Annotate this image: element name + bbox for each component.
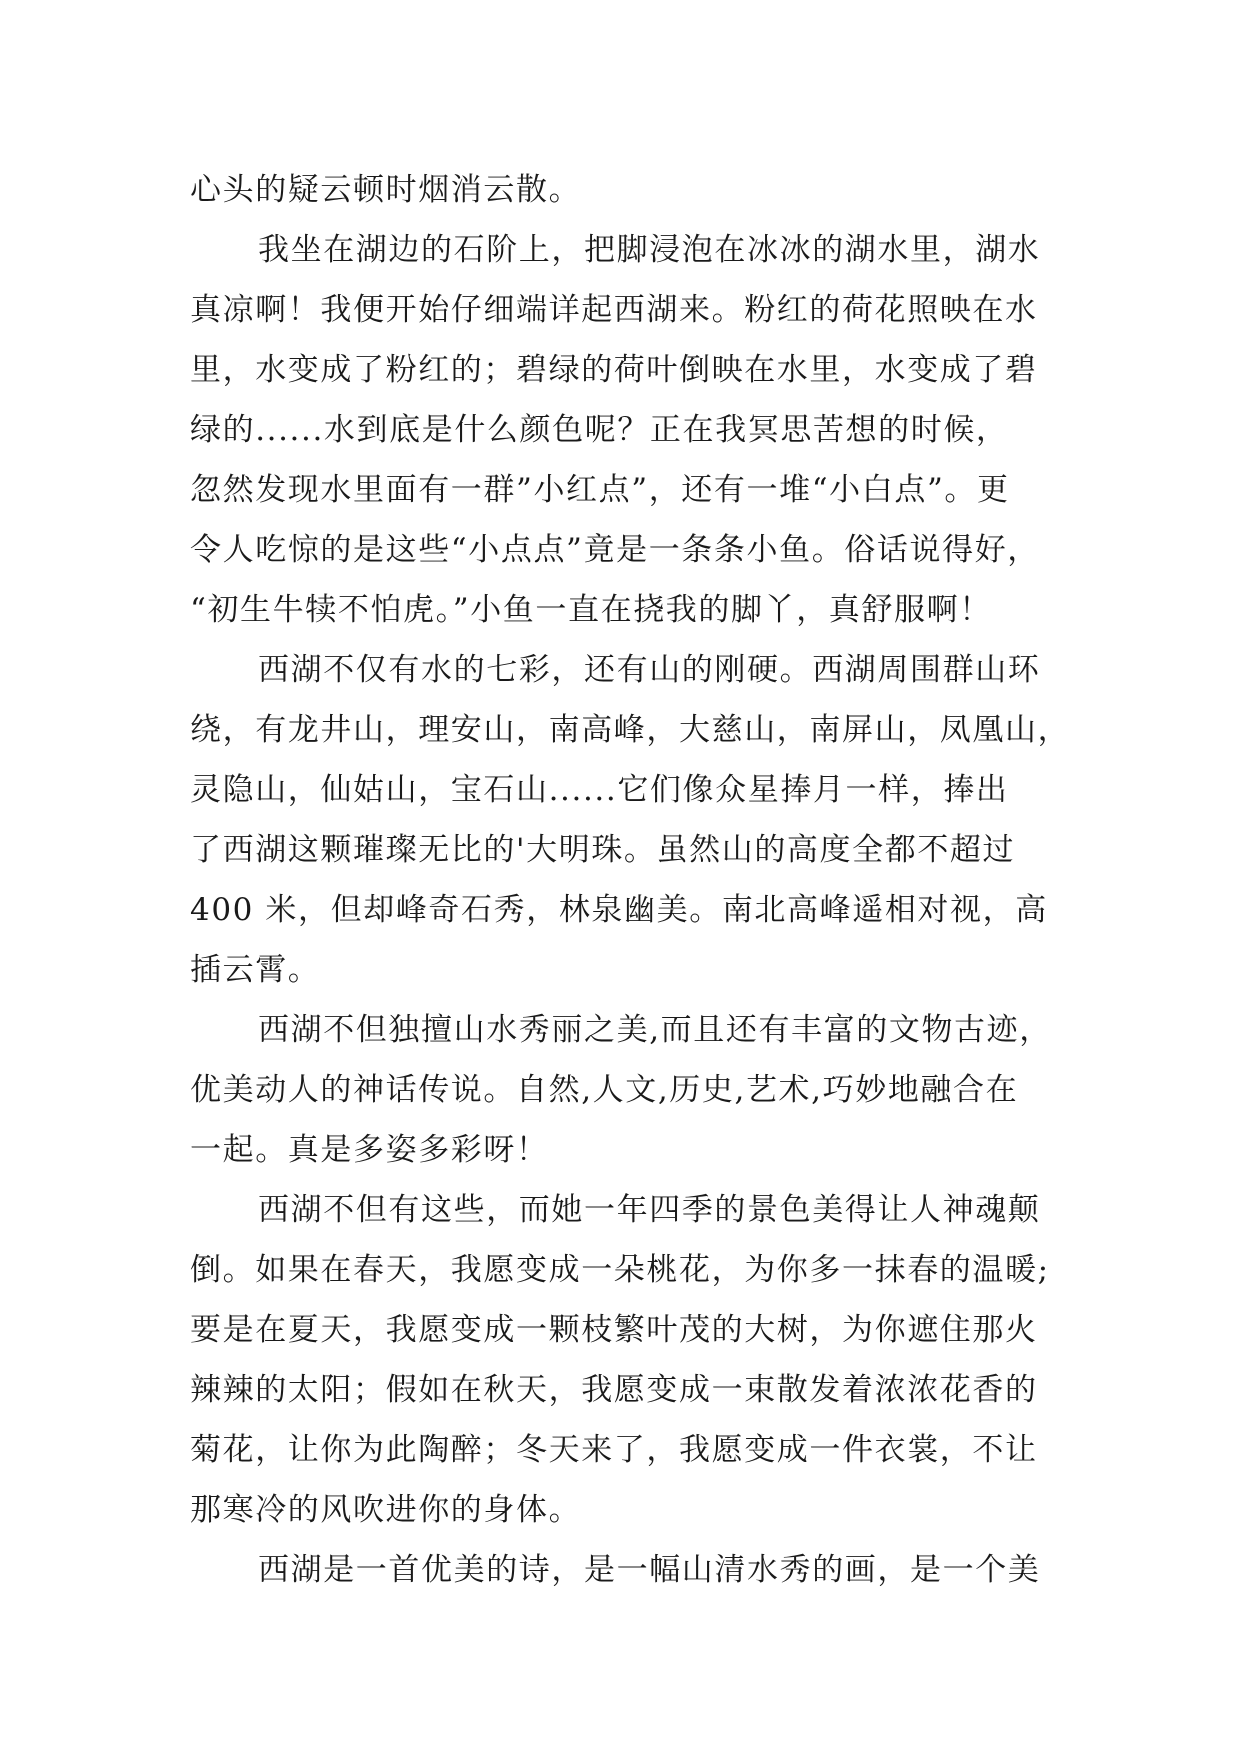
text-line: 真凉啊！我便开始仔细端详起西湖来。粉红的荷花照映在水 [190, 292, 1038, 328]
text-line: 里，水变成了粉红的；碧绿的荷叶倒映在水里，水变成了碧 [190, 352, 1038, 388]
text-line: 令人吃惊的是这些“小点点”竟是一条条小鱼。俗话说得好， [190, 532, 1040, 568]
text-line: 优美动人的神话传说。自然,人文,历史,艺术,巧妙地融合在 [190, 1072, 1019, 1108]
text-line: 灵隐山，仙姑山，宝石山......它们像众星捧月一样，捧出 [190, 772, 1009, 808]
text-line: 绿的......水到底是什么颜色呢？正在我冥思苦想的时候， [190, 412, 1009, 448]
paragraph-first-line: 西湖是一首优美的诗，是一幅山清水秀的画，是一个美 [258, 1552, 1041, 1588]
text-line: 倒。如果在春天，我愿变成一朵桃花，为你多一抹春的温暖; [190, 1252, 1050, 1288]
text-line: 一起。真是多姿多彩呀！ [190, 1132, 549, 1168]
paragraph-first-line: 我坐在湖边的石阶上，把脚浸泡在冰冰的湖水里，湖水 [258, 232, 1041, 268]
paragraph-first-line: 西湖不仅有水的七彩，还有山的刚硬。西湖周围群山环 [258, 652, 1041, 688]
text-line: “初生牛犊不怕虎。”小鱼一直在挠我的脚丫，真舒服啊！ [190, 592, 992, 628]
paragraph-first-line: 西湖不但独擅山水秀丽之美,而且还有丰富的文物古迹， [258, 1012, 1052, 1048]
text-line: 那寒冷的风吹进你的身体。 [190, 1492, 582, 1528]
text-line: 心头的疑云顿时烟消云散。 [190, 172, 582, 208]
paragraph-first-line: 西湖不但有这些，而她一年四季的景色美得让人神魂颠 [258, 1192, 1041, 1228]
text-line: 菊花，让你为此陶醉；冬天来了，我愿变成一件衣裳，不让 [190, 1432, 1038, 1468]
text-line: 400 米，但却峰奇石秀，林泉幽美。南北高峰遥相对视，高 [190, 892, 1048, 928]
text-line: 忽然发现水里面有一群”小红点”，还有一堆“小白点”。更 [190, 472, 1010, 508]
text-line: 要是在夏天，我愿变成一颗枝繁叶茂的大树，为你遮住那火 [190, 1312, 1038, 1348]
text-line: 插云霄。 [190, 952, 321, 988]
text-line: 辣辣的太阳；假如在秋天，我愿变成一束散发着浓浓花香的 [190, 1372, 1038, 1408]
text-line: 了西湖这颗璀璨无比的'大明珠。虽然山的高度全都不超过 [190, 832, 1016, 868]
article-body [190, 160, 1071, 1600]
text-line: 绕，有龙井山，理安山，南高峰，大慈山，南屏山，凤凰山， [190, 712, 1071, 748]
